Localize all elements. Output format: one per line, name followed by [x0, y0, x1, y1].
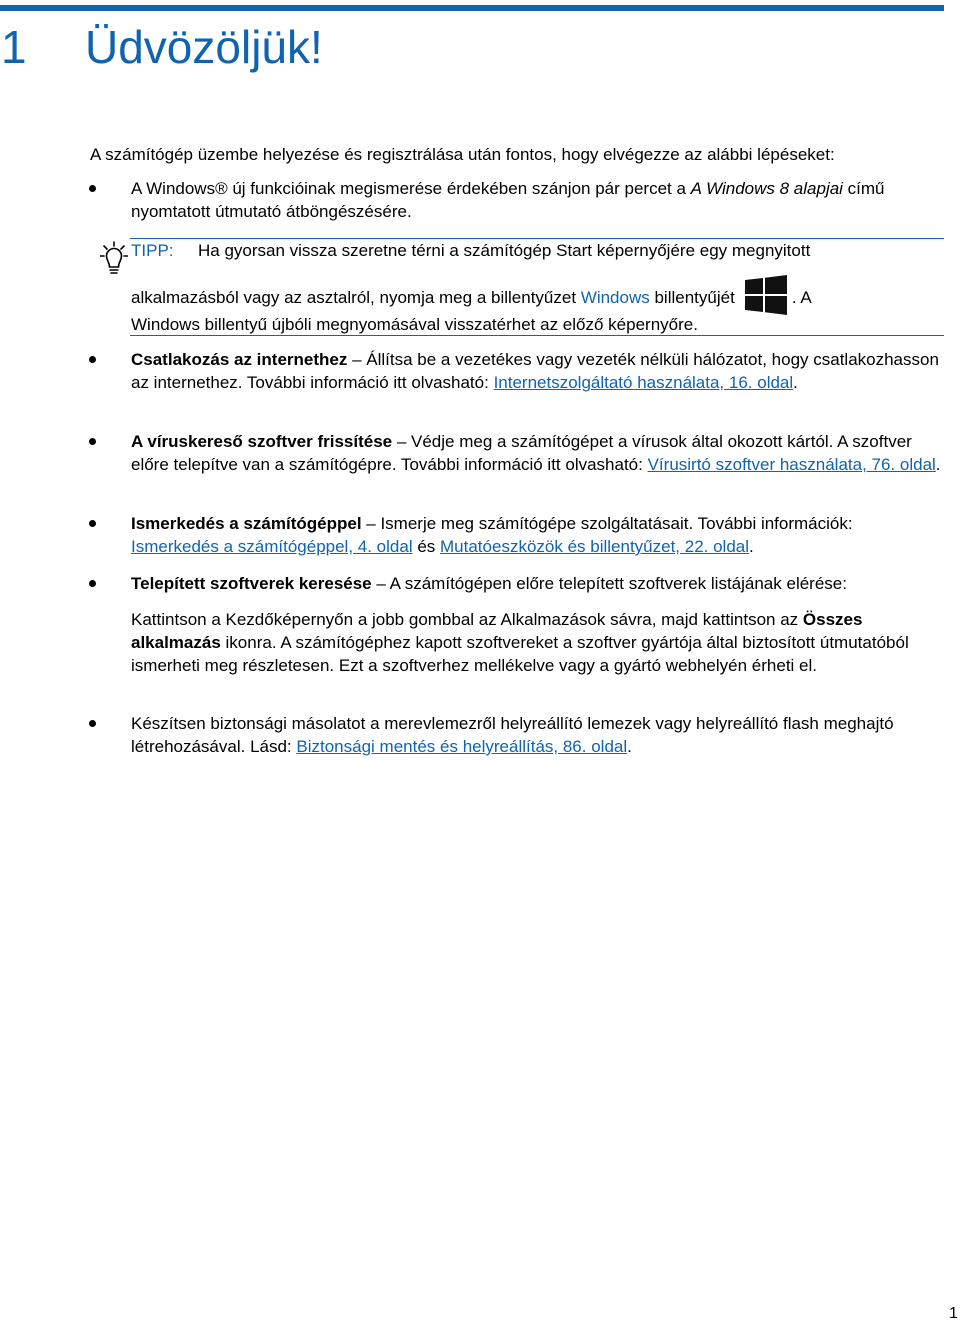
link-pointing-devices[interactable]: Mutatóeszközök és billentyűzet, 22. oldal: [440, 537, 750, 556]
intro-paragraph: A számítógép üzembe helyezése és regisztrálása után fontos, hogy elvégezze az alábbi lépéseket:: [90, 145, 835, 164]
list-item-text: Ismerkedés a számítógéppel – Ismerje meg számítógépe szolgáltatásait. További információk: Ismerkedés a számítógéppel, 4. oldal és Mutatóeszközök és billentyűzet, 22. oldal.: [131, 514, 853, 556]
tip-line-1: TIPP: Ha gyorsan vissza szeretne térni a számítógép Start képernyőjére egy megnyitott: [131, 241, 811, 260]
bullet: [89, 720, 96, 727]
tip-bottom-rule: [130, 335, 944, 336]
item-title: Telepített szoftverek keresése: [131, 574, 372, 593]
chapter-heading: [0, 16, 323, 78]
bullet: [89, 520, 96, 527]
page-number: 1: [949, 1305, 958, 1322]
windows-key-label: Windows: [580, 288, 650, 307]
chapter-number: 1: [1, 21, 27, 73]
list-item-software: [88, 572, 944, 677]
list-item-windows-guide: [88, 177, 944, 223]
list-item-explore: [88, 512, 944, 558]
lightbulb-icon: [100, 241, 128, 275]
list-item-internet: [88, 348, 944, 394]
link-explore-computer[interactable]: Ismerkedés a számítógéppel, 4. oldal: [131, 537, 413, 556]
item-title: A víruskereső szoftver frissítése: [131, 432, 393, 451]
list-item-antivirus: [88, 430, 944, 476]
item-title: Ismerkedés a számítógéppel: [131, 514, 362, 533]
bullet: [89, 580, 96, 587]
link-antivirus[interactable]: Vírusirtó szoftver használata, 76. oldal: [647, 455, 936, 474]
list-item-text: A víruskereső szoftver frissítése – Védje meg a számítógépet a vírusok által okozott kártól. A szoftver előre telepítve van a számítógépre. További információ itt olvasható: Vírusirtó szoftver használata, 76. oldal.: [131, 432, 941, 474]
list-item-text: A Windows® új funkcióinak megismerése érdekében szánjon pár percet a A Windows 8 alapjai című nyomtatott útmutató átböngészésére.: [131, 179, 885, 221]
software-paragraph: Kattintson a Kezdőképernyőn a jobb gombbal az Alkalmazások sávra, majd kattintson az Összes alkalmazás ikonra. A számítógéphez kapott szoftvereket a szoftver gyártója által biztosított útmutatóból ismerheti meg részletesen. Ezt a szoftverhez mellékelve vagy a gyártó webhelyén érheti el.: [131, 610, 909, 675]
tip-label: TIPP:: [131, 241, 174, 260]
link-backup-recovery[interactable]: Biztonsági mentés és helyreállítás, 86. oldal: [296, 737, 628, 756]
tip-box: [100, 238, 944, 336]
bullet: [89, 356, 96, 363]
chapter-top-rule: [0, 5, 944, 11]
bullet: [89, 438, 96, 445]
bullet: [89, 185, 96, 192]
list-item-text: Telepített szoftverek keresése – A számítógépen előre telepített szoftverek listájának elérése:: [131, 574, 847, 593]
item-title: Csatlakozás az internethez: [131, 350, 348, 369]
guide-title: A Windows 8 alapjai: [690, 179, 843, 198]
list-item-backup: [88, 712, 944, 758]
tip-line-2: alkalmazásból vagy az asztalról, nyomja meg a billentyűzet Windows billentyűjét . A: [131, 275, 812, 315]
list-item-text: Készítsen biztonsági másolatot a merevlemezről helyreállító lemezek vagy helyreállító flash meghajtó létrehozásával. Lásd: Biztonsági mentés és helyreállítás, 86. oldal.: [131, 714, 894, 756]
windows-key-icon: [743, 275, 789, 315]
tip-line-3: Windows billentyű újbóli megnyomásával visszatérhet az előző képernyőre.: [131, 315, 698, 334]
list-item-text: Csatlakozás az internethez – Állítsa be a vezetékes vagy vezeték nélküli hálózatot, hogy csatlakozhasson az internethez. További információ itt olvasható: Internetszolgáltató használata, 16. oldal.: [131, 350, 939, 392]
chapter-title: Üdvözöljük!: [85, 21, 323, 73]
link-internet-provider[interactable]: Internetszolgáltató használata, 16. oldal: [493, 373, 794, 392]
